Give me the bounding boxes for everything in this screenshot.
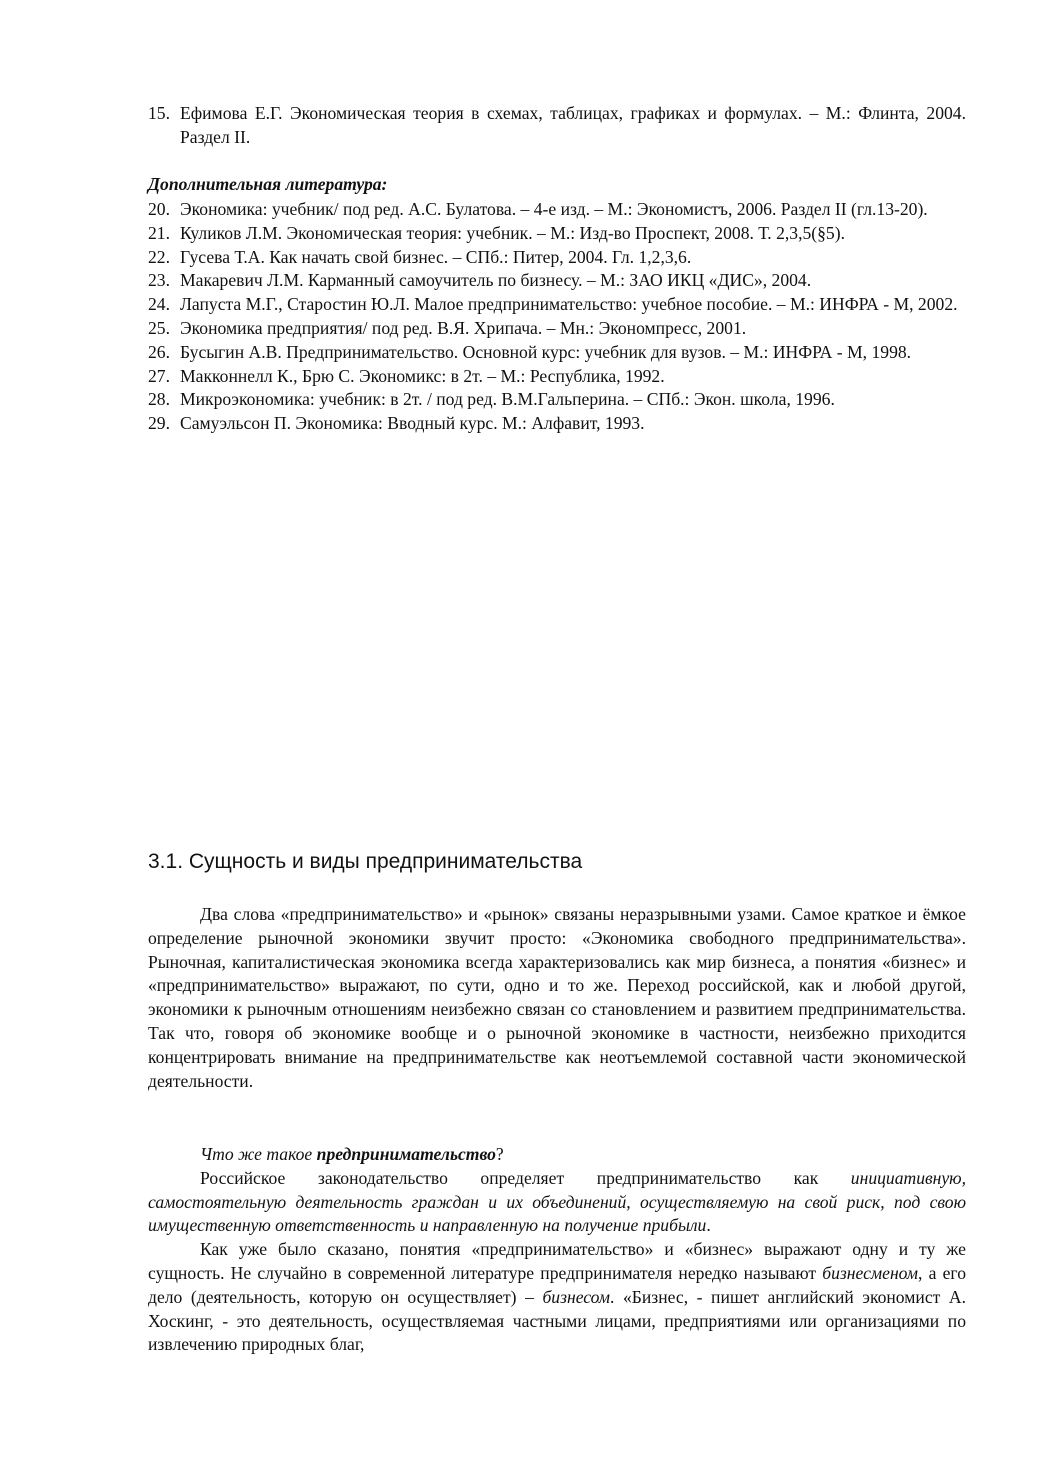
- reference-number: 26.: [148, 341, 170, 362]
- section-intro: [148, 903, 966, 1093]
- reference-item: [148, 246, 966, 270]
- reference-number: 29.: [148, 413, 170, 434]
- reference-item: [148, 341, 966, 365]
- business-term: бизнесом: [542, 1286, 610, 1307]
- question-end: ?: [495, 1144, 504, 1164]
- reference-number: 27.: [148, 365, 170, 386]
- reference-number: 24.: [148, 294, 170, 315]
- reference-item: [148, 269, 966, 293]
- business-text-a: Как уже было сказано, понятия «предпринимательство» и «бизнес» выражают одну и ту же сущность. Не случайно в современной литературе предпринимателя нередко называют: [148, 1239, 966, 1283]
- reference-item: [148, 388, 966, 412]
- reference-number: 21.: [148, 222, 170, 243]
- reference-number: 20.: [148, 199, 170, 219]
- reference-text: Куликов Л.М. Экономическая теория: учебник. – М.: Изд-во Проспект, 2008. Т. 2,3,5(§5).: [180, 222, 845, 243]
- additional-literature-heading: Дополнительная литература:: [148, 174, 388, 194]
- reference-item: [148, 412, 966, 436]
- reference-item: [148, 102, 966, 150]
- business-text-c: , а его дело (деятельность, которую он осуществляет) –: [148, 1262, 966, 1307]
- question-term: предпринимательство: [316, 1144, 496, 1164]
- reference-text: Гусева Т.А. Как начать свой бизнес. – СПб.: Питер, 2004. Гл. 1,2,3,6.: [180, 246, 692, 267]
- question-paragraph: [148, 1143, 966, 1167]
- reference-text: Макконнелл К., Брю С. Экономикс: в 2т. – М.: Республика, 1992.: [180, 365, 665, 386]
- definition-paragraph: [148, 1167, 966, 1238]
- reference-text: Экономика: учебник/ под ред. А.С. Булатова. – 4-е изд. – М.: Экономистъ, 2006. Раздел II (гл.13-20).: [180, 199, 928, 219]
- section-heading: 3.1. Сущность и виды предпринимательства: [148, 850, 583, 873]
- section-definition-block: [148, 1143, 966, 1357]
- reference-text: Ефимова Е.Г. Экономическая теория в схемах, таблицах, графиках и формулах. – М.: Флинта, 2004. Раздел II.: [180, 103, 966, 147]
- reference-number: 15.: [148, 103, 170, 123]
- additional-reference-list: [148, 198, 966, 436]
- business-paragraph: [148, 1238, 966, 1357]
- reference-item: [148, 365, 966, 389]
- definition-lead: Российское законодательство определяет предпринимательство как: [200, 1167, 851, 1188]
- definition-end: .: [706, 1215, 711, 1236]
- reference-number: 22.: [148, 246, 170, 267]
- reference-text: Экономика предприятия/ под ред. В.Я. Хрипача. – Мн.: Экономпресс, 2001.: [180, 317, 747, 338]
- reference-text: Самуэльсон П. Экономика: Вводный курс. М.: Алфавит, 1993.: [180, 413, 645, 434]
- reference-item: [148, 198, 966, 222]
- reference-item: [148, 222, 966, 246]
- reference-number: 25.: [148, 317, 170, 338]
- reference-text: Лапуста М.Г., Старостин Ю.Л. Малое предпринимательство: учебное пособие. – М.: ИНФРА - М, 2002.: [180, 294, 958, 315]
- paragraph: Два слова «предпринимательство» и «рынок» связаны неразрывными узами. Самое краткое и ёмкое определение рыночной экономики звучит просто: «Экономика свободного предпринимательства». Рыночная, капиталистическая экономика всегда характеризовались как мир бизнеса, а понятия «бизнес» и «предпринимательство» выражают, по сути, одно и то же. Переход российской, как и любой другой, экономики к рыночным отношениям неизбежно связан со становлением и развитием предпринимательства. Так что, говоря об экономике вообще и о рыночной экономике в частности, неизбежно приходится концентрировать внимание на предпринимательстве как неотъемлемой составной части экономической деятельности.: [148, 904, 966, 1091]
- reference-item: [148, 317, 966, 341]
- question-lead: Что же такое: [200, 1144, 317, 1164]
- main-reference-list: [148, 102, 966, 150]
- reference-number: 23.: [148, 270, 170, 291]
- definition-text: инициативную, самостоятельную деятельность граждан и их объединений, осуществляемую на свой риск, под свою имущественную ответственность и направленную на получение прибыли: [148, 1167, 966, 1236]
- business-text-e: . «Бизнес, - пишет английский экономист А. Хоскинг, - это деятельность, осуществляемая частными лицами, предприятиями или организациями по извлечению природных благ,: [148, 1286, 966, 1355]
- reference-number: 28.: [148, 389, 170, 410]
- reference-text: Бусыгин А.В. Предпринимательство. Основной курс: учебник для вузов. – М.: ИНФРА - М, 1998.: [180, 341, 912, 362]
- reference-text: Микроэкономика: учебник: в 2т. / под ред. В.М.Гальперина. – СПб.: Экон. школа, 1996.: [180, 389, 835, 410]
- reference-item: [148, 293, 966, 317]
- reference-text: Макаревич Л.М. Карманный самоучитель по бизнесу. – М.: ЗАО ИКЦ «ДИС», 2004.: [180, 270, 812, 291]
- businessman-term: бизнесменом: [822, 1262, 919, 1283]
